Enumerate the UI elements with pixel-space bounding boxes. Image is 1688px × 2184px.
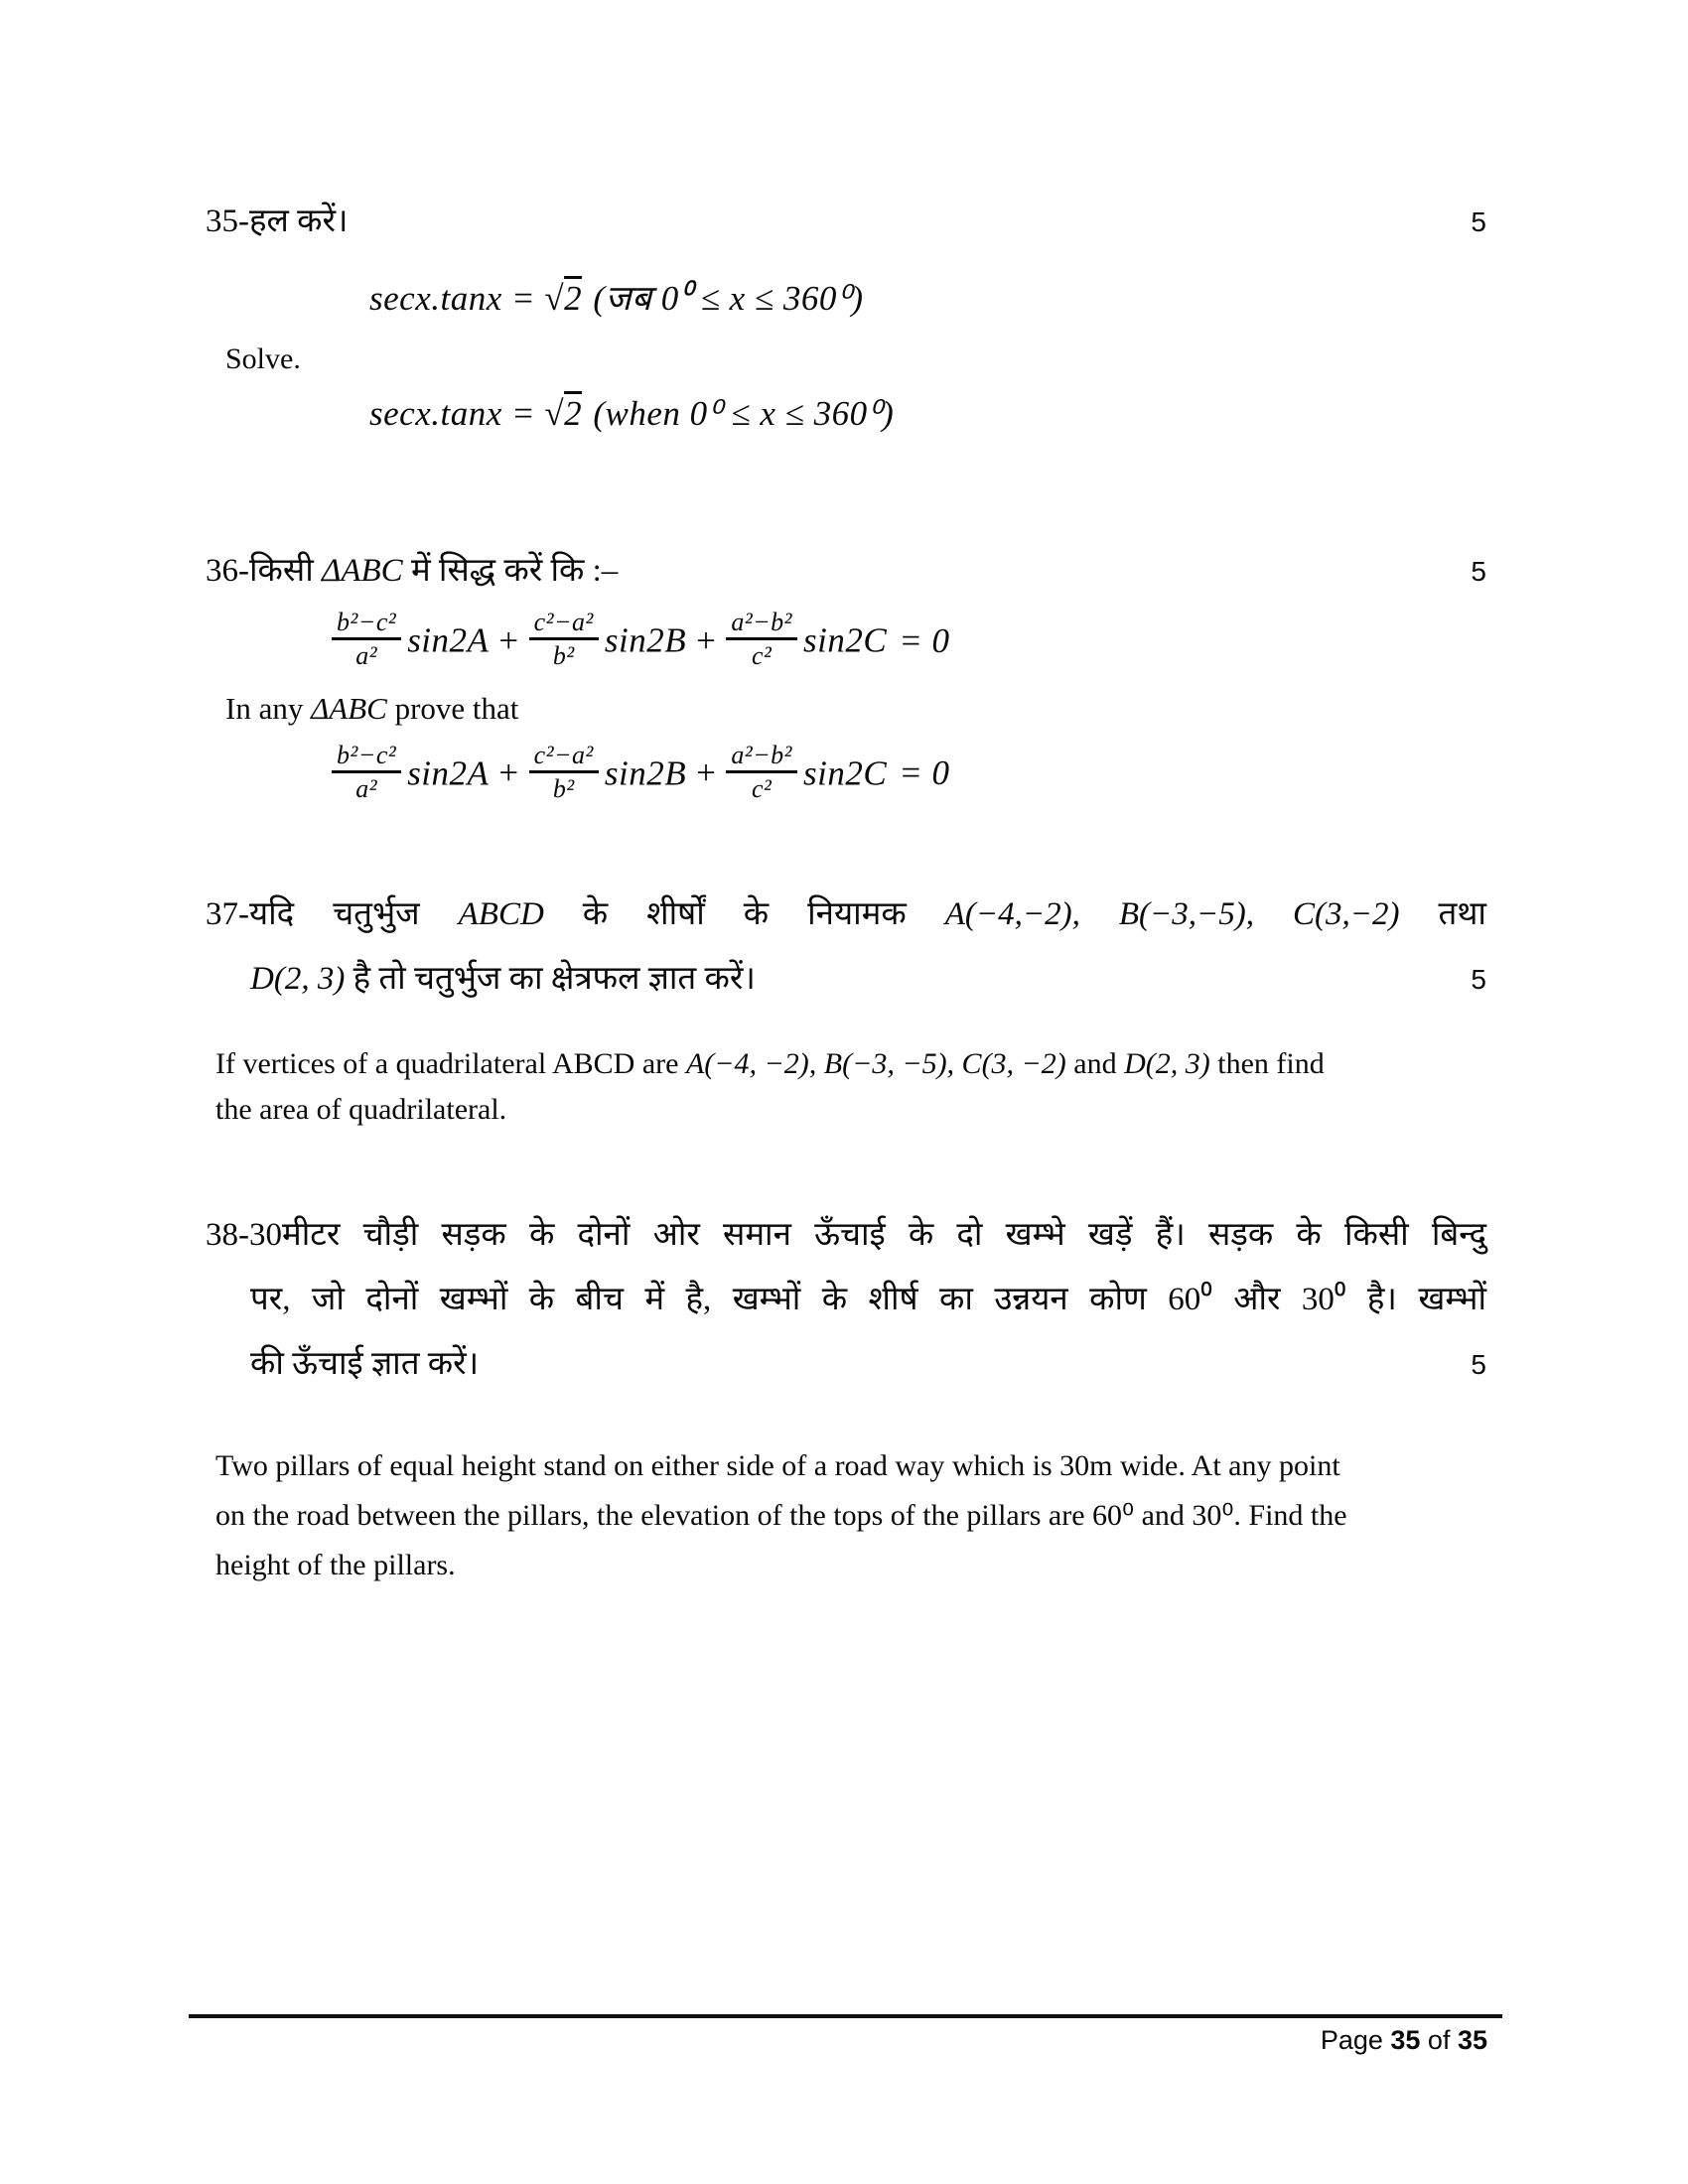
plus-operator: +	[498, 753, 519, 793]
fraction-denominator: b²	[552, 773, 575, 803]
question-35-header-row	[206, 199, 1486, 244]
question-36-identity-2	[332, 741, 1486, 813]
question-36-title-hindi	[206, 548, 618, 594]
question-38-marks: 5	[1471, 1348, 1486, 1380]
question-38-english	[215, 1441, 1486, 1590]
fraction-numerator: c²−a²	[529, 741, 599, 773]
equation-condition-hindi: (जब 0⁰ ≤ x ≤ 360⁰)	[593, 279, 864, 319]
footer-label-of: of	[1420, 2025, 1458, 2055]
triangle-abc-math: ΔABC	[311, 690, 387, 726]
radical-argument: 2	[564, 394, 583, 434]
fraction-term-2	[529, 608, 599, 670]
question-38	[206, 1203, 1486, 1590]
fraction-term-3	[726, 608, 797, 670]
fraction-numerator: b²−c²	[332, 741, 401, 773]
question-35-equation-english	[369, 394, 1486, 434]
fraction-term-2	[529, 741, 599, 803]
title-text: 36-किसी	[206, 553, 322, 590]
fraction-denominator: c²	[751, 773, 773, 803]
question-38-english-line3: height of the pillars.	[215, 1548, 456, 1581]
radical-sign: √	[544, 394, 565, 434]
question-38-line3-hindi: की ऊँचाई ज्ञात करें।	[250, 1345, 480, 1382]
triangle-abc-math: ΔABC	[322, 553, 403, 590]
title-text: में सिद्ध करें कि :–	[402, 553, 619, 590]
sin2A-term: sin2A	[407, 753, 490, 793]
vertex-coordinates: A(−4,−2), B(−3,−5), C(3,−2)	[944, 895, 1400, 932]
question-37-english	[215, 1041, 1486, 1134]
footer-page-indicator	[1321, 2025, 1487, 2056]
footer-page-number: 35	[1390, 2025, 1421, 2055]
equals-zero: = 0	[899, 753, 950, 793]
sin2A-term: sin2A	[407, 621, 490, 661]
prove-text: In any	[225, 690, 312, 726]
question-37-line1-hindi	[206, 883, 1486, 947]
footer-total-pages: 35	[1457, 2025, 1487, 2055]
equation-lhs: secx.tanx =	[369, 394, 536, 434]
sin2C-term: sin2C	[802, 753, 888, 793]
question-37-english-line1	[215, 1041, 1486, 1088]
question-35-marks: 5	[1471, 206, 1486, 237]
fraction-denominator: a²	[355, 773, 377, 803]
question-35-equation-hindi	[369, 274, 1486, 321]
fraction-numerator: a²−b²	[726, 741, 797, 773]
fraction-numerator: b²−c²	[332, 608, 401, 640]
fraction-numerator: c²−a²	[529, 608, 599, 640]
question-text: If vertices of a quadrilateral ABCD are	[215, 1046, 686, 1080]
question-36-header-row	[206, 548, 1486, 594]
question-37-english-line2: the area of quadrilateral.	[215, 1093, 507, 1127]
question-38-english-line1: Two pillars of equal height stand on either side of a road way which is 30m wide. At any point	[215, 1448, 1340, 1482]
question-text: and	[1065, 1046, 1125, 1080]
sin2B-term: sin2B	[604, 753, 687, 793]
vertex-coordinates: A(−4, −2), B(−3, −5), C(3, −2)	[685, 1046, 1066, 1080]
question-37-line2-row	[206, 947, 1486, 1012]
abcd-math: ABCD	[458, 895, 544, 932]
question-36-marks: 5	[1471, 556, 1486, 588]
sin2B-term: sin2B	[604, 621, 687, 661]
question-36-prove-english	[225, 691, 1486, 727]
question-37-line2-hindi	[250, 956, 756, 1002]
fraction-denominator: a²	[355, 641, 377, 671]
question-38-line1-hindi: 38-30मीटर चौड़ी सड़क के दोनों ओर समान ऊँचाई के दो खम्भे खड़ें हैं। सड़क के किसी बिन्दु	[206, 1216, 1486, 1253]
question-37-marks: 5	[1471, 963, 1486, 995]
question-text: 37-यदि चतुर्भुज	[206, 895, 459, 932]
fraction-term-1	[332, 608, 401, 670]
plus-operator: +	[696, 621, 717, 661]
vertex-d-coordinate: D(2, 3)	[250, 960, 346, 997]
radical-sign: √	[544, 279, 565, 319]
question-37	[206, 883, 1486, 1134]
sin2C-term: sin2C	[802, 621, 888, 661]
fraction-term-3	[726, 741, 797, 803]
question-text: के शीर्षों के नियामक	[543, 895, 945, 932]
radical-argument: 2	[564, 279, 583, 319]
question-35-solve-label: Solve.	[225, 342, 301, 376]
question-36-identity-1	[332, 608, 1486, 680]
fraction-term-1	[332, 741, 401, 803]
page-content	[206, 0, 1486, 1590]
question-text: then find	[1209, 1046, 1325, 1080]
question-35-title-hindi: 35-हल करें।	[206, 204, 349, 239]
question-text: है तो चतुर्भुज का क्षेत्रफल ज्ञात करें।	[345, 960, 756, 997]
footer-label-page: Page	[1320, 2025, 1391, 2055]
question-38-line3-row	[206, 1332, 1486, 1397]
footer-divider	[189, 2014, 1502, 2018]
equation-lhs: secx.tanx =	[369, 279, 536, 319]
fraction-numerator: a²−b²	[726, 608, 797, 640]
question-text: तथा	[1399, 895, 1486, 932]
equals-zero: = 0	[899, 621, 950, 661]
fraction-denominator: b²	[552, 641, 575, 671]
equation-condition-english: (when 0⁰ ≤ x ≤ 360⁰)	[593, 394, 895, 434]
fraction-denominator: c²	[751, 641, 773, 671]
prove-text: prove that	[386, 690, 519, 726]
question-38-english-line2: on the road between the pillars, the elevation of the tops of the pillars are 60⁰ and 30⁰. Find the	[215, 1498, 1347, 1532]
question-38-line2-hindi: पर, जो दोनों खम्भों के बीच में है, खम्भों के शीर्ष का उन्नयन कोण 60⁰ और 30⁰ है। खम्भों	[250, 1281, 1486, 1317]
plus-operator: +	[498, 621, 519, 661]
vertex-d-coordinate: D(2, 3)	[1124, 1046, 1210, 1080]
plus-operator: +	[696, 753, 717, 793]
